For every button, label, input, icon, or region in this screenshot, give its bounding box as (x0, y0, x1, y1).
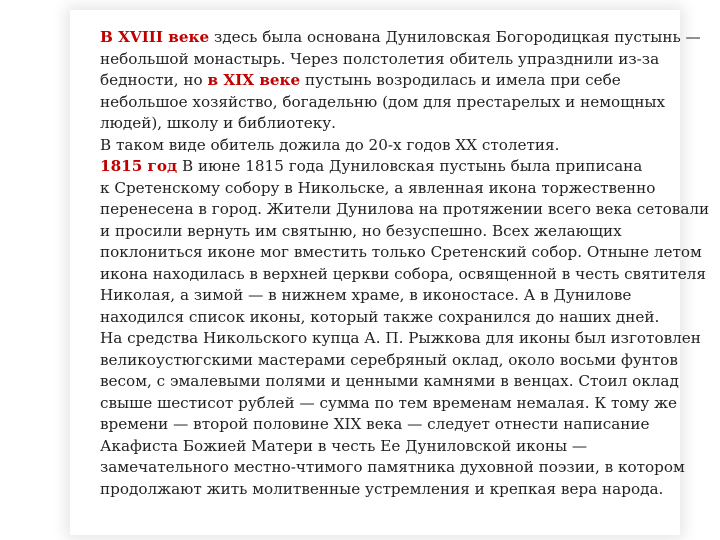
text-line: В таком виде обитель дожила до 20-х годов XX столетия. (100, 135, 560, 154)
text-line: великоустюгскими мастерами серебряный оклад, около восьми фунтов (100, 350, 678, 369)
text-line: продолжают жить молитвенные устремления и крепкая вера народа. (100, 479, 664, 498)
text-line: небольшое хозяйство, богадельню (дом для престарелых и немощных (100, 92, 666, 111)
highlight-1815-year: 1815 год (100, 157, 178, 175)
text-line: Николая, а зимой — в нижнем храме, в иконостасе. А в Дунилове (100, 286, 632, 304)
text-line: времени — второй половине XIX века — следует отнести написание (100, 415, 650, 433)
text-line: Акафиста Божией Матери в честь Ее Дуниловской иконы — (100, 436, 588, 455)
text-line: и просили вернуть им святыню, но безуспешно. Всех желающих (100, 221, 622, 240)
text-line: бедности, но в XIX веке пустынь возродилась и имела при себе (100, 71, 621, 89)
text-line: замечательного местно-чтимого памятника духовной поэзии, в котором (100, 458, 685, 476)
highlight-xviii-century: В XVIII веке (100, 28, 210, 46)
text-line: свыше шестисот рублей — сумма по тем временам немалая. К тому же (100, 393, 678, 412)
text-line: икона находилась в верхней церкви собора, освященной в честь святителя (100, 264, 706, 283)
text-line: к Сретенскому собору в Никольске, а явленная икона торжественно (100, 178, 656, 197)
text-line: находился список иконы, который также сохранился до наших дней. (100, 307, 660, 326)
history-text (100, 27, 710, 500)
text-line: людей), школу и библиотеку. (100, 114, 336, 132)
text-line: небольшой монастырь. Через полстолетия обитель упразднили из-за (100, 49, 660, 68)
text-line: весом, с эмалевыми полями и ценными камнями в венцах. Стоил оклад (100, 372, 679, 390)
text-line: 1815 год В июне 1815 года Дуниловская пустынь была приписана (100, 157, 643, 175)
text-line: поклониться иконе мог вместить только Сретенский собор. Отныне летом (100, 243, 702, 261)
highlight-xix-century: в XIX веке (207, 71, 301, 89)
text-line: На средства Никольского купца А. П. Рыжкова для иконы был изготовлен (100, 329, 701, 347)
text-line: перенесена в город. Жители Дунилова на протяжении всего века сетовали (100, 200, 710, 218)
text-line: В XVIII веке здесь была основана Дуниловская Богородицкая пустынь — (100, 28, 701, 46)
